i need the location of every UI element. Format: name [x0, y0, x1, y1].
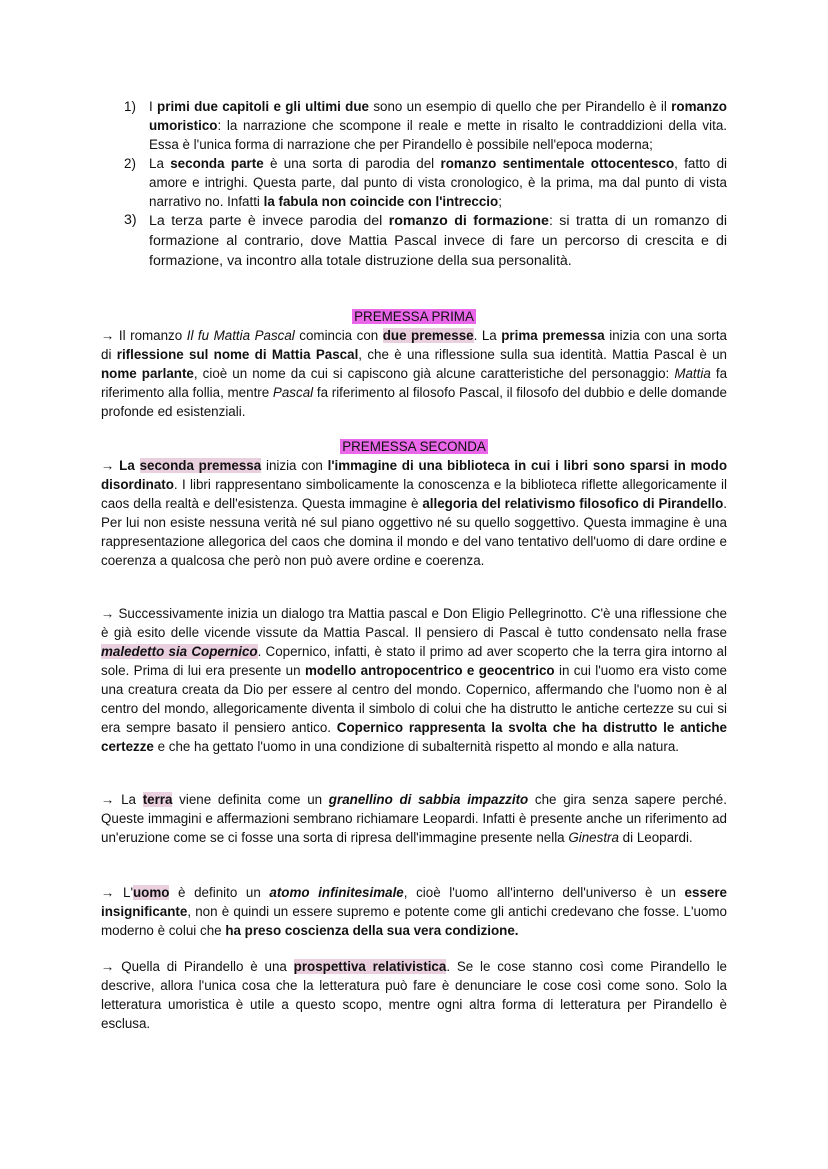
paragraph-prima-premessa [101, 326, 727, 421]
text-run: primi due capitoli e gli ultimi due [157, 99, 369, 114]
text-run: I [149, 99, 158, 114]
text-run: , cioè un nome da cui si capiscono già alcune caratteristiche del personaggio: [193, 366, 675, 381]
list-item-text [149, 99, 727, 152]
list-number: 2) [124, 156, 136, 171]
text-run: fa riferimento al filosofo Pascal, il filosofo del dubbio e delle domande profonde ed esistenziali. [101, 385, 727, 419]
text-run: . Se le cose stanno così come Pirandello le descrive, allora l'unica cosa che la letteratura può fare è denunciare le cose così come sono. Solo la letteratura umoristica è utile a questo scopo, mentre ogni altra forma di letteratura per Pirandello è esclusa. [101, 959, 727, 1031]
text-run: , cioè l'uomo all'interno dell'universo è un [403, 885, 685, 900]
text-run: fa riferimento alla follia, mentre [101, 366, 728, 400]
numbered-list [110, 97, 727, 271]
text-run: Pascal [272, 385, 314, 400]
text-run: Mattia [674, 366, 711, 381]
text-run: , non è quindi un essere supremo e potente come gli antichi credevano che fosse. L'uomo moderno è colui che [101, 904, 727, 938]
text-run: → L' [101, 885, 133, 900]
paragraph-uomo [101, 883, 727, 940]
text-run: → La [101, 792, 143, 807]
text-run: Il fu Mattia Pascal [186, 328, 295, 343]
list-item [110, 97, 727, 154]
text-run: romanzo umoristico [149, 99, 727, 133]
text-run: Copernico rappresenta la svolta che ha distrutto le antiche certezze [101, 720, 727, 754]
text-run: → Successivamente inizia un dialogo tra Mattia pascal e Don Eligio Pellegrinotto. C'è una riflessione che è già esito delle vicende vissute da Mattia Pascal. Il pensiero di Pascal è tutto condensato nella frase [101, 606, 727, 640]
list-item [110, 154, 727, 211]
text-run: maledetto sia Copernico [101, 644, 258, 659]
text-run: seconda premessa [139, 458, 262, 473]
text-run: → Quella di Pirandello è una [101, 959, 294, 974]
text-run: è una sorta di parodia del [263, 156, 441, 171]
text-run: che gira senza sapere perché. Queste immagini e affermazioni sembrano richiamare Leopardi. Infatti è presente anche un riferimento ad un'eruzione come se ci fosse una sorta di ripresa dell'immagine presente nella [101, 792, 727, 845]
paragraph-prospettiva [101, 957, 727, 1033]
text-run: romanzo sentimentale ottocentesco [440, 156, 675, 171]
text-run: prospettiva relativistica [293, 959, 447, 974]
text-run: nome parlante [101, 366, 194, 381]
text-run: granellino di sabbia impazzito [328, 792, 529, 807]
text-run: seconda parte [170, 156, 264, 171]
text-run: La [149, 156, 171, 171]
text-run: terra [142, 792, 173, 807]
text-run: allegoria del relativismo filosofico di Pirandello [422, 496, 724, 511]
text-run: : si tratta di un romanzo di formazione al contrario, dove Mattia Pascal invece di fare un percorso di crescita e di formazione, va incontro alla totale distruzione della sua personalità. [149, 213, 727, 269]
paragraph-terra [101, 790, 727, 847]
list-number: 3) [124, 212, 137, 228]
list-item-text [149, 213, 727, 269]
text-run: . La [473, 328, 502, 343]
text-run: è definito un [169, 885, 270, 900]
text-run: e che ha gettato l'uomo in una condizione di subalternità rispetto al mondo e alla natura. [153, 739, 679, 754]
text-run: inizia con una sorta di [101, 328, 728, 362]
text-run: riflessione sul nome di Mattia Pascal [116, 347, 359, 362]
text-run: prima premessa [501, 328, 605, 343]
text-run: : la narrazione che scompone il reale e mette in risalto le contraddizioni della vita. Essa è l'unica forma di narrazione che per Pirandello è possibile nell'epoca moderna; [149, 118, 727, 152]
text-run: , che è una riflessione sulla sua identità. Mattia Pascal è un [358, 347, 727, 362]
text-run: inizia con [261, 458, 328, 473]
text-run: sono un esempio di quello che per Pirandello è il [369, 99, 672, 114]
text-run: Ginestra [568, 830, 619, 845]
heading-text: PREMESSA PRIMA [354, 309, 474, 324]
text-run: atomo infinitesimale [269, 885, 404, 900]
text-run: due premesse [382, 328, 474, 343]
text-run: ha preso coscienza della sua vera condizione. [225, 923, 519, 938]
text-run: essere insignificante [101, 885, 727, 919]
heading-premessa-prima [101, 307, 727, 326]
text-run: in cui l'uomo era visto come una creatura creata da Dio per essere al centro del mondo. Copernico, affermando che l'uomo non è al centro del mondo, allegoricamente diventa il simbolo di colui che ha distrutto le antiche certezze su cui si era sempre basato il pensiero antico. [101, 663, 727, 735]
list-item-text [149, 156, 727, 209]
text-run: la fabula non coincide con l'intreccio [263, 194, 499, 209]
text-run: . Copernico, infatti, è stato il primo ad aver scoperto che la terra gira intorno al sole. Prima di lui era presente un [101, 644, 727, 678]
text-run: modello antropocentrico e geocentrico [304, 663, 555, 678]
paragraph-copernico [101, 604, 727, 756]
text-run: . Per lui non esiste nessuna verità né sul piano oggettivo né su quello soggettivo. Questa immagine è una rappresentazione allegorica del caos che domina il mondo e del vano tentativo dell'uomo di dare ordine e coerenza a qualcosa che però non può avere ordine e coerenza. [101, 496, 727, 568]
text-run: , fatto di amore e intrighi. Questa parte, dal punto di vista cronologico, è la prima, ma dal punto di vista narrativo no. Infatti [149, 156, 727, 209]
text-run: La terza parte è invece parodia del [149, 213, 389, 229]
text-run: comincia con [294, 328, 383, 343]
heading-premessa-seconda [101, 437, 727, 456]
paragraph-seconda-premessa [101, 456, 727, 570]
list-number: 1) [124, 99, 136, 114]
text-run: → La [101, 458, 140, 473]
text-run: viene definita come un [172, 792, 329, 807]
text-run: ; [498, 194, 502, 209]
heading-text: PREMESSA SECONDA [342, 439, 486, 454]
text-run: uomo [133, 885, 170, 900]
text-run: di Leopardi. [618, 830, 693, 845]
list-item [110, 211, 727, 271]
text-run: . I libri rappresentano simbolicamente la conoscenza e la biblioteca riflette allegoricamente il caos della realtà e dell'esistenza. Questa immagine è [101, 477, 727, 511]
text-run: → Il romanzo [101, 328, 187, 343]
text-run: l'immagine di una biblioteca in cui i libri sono sparsi in modo disordinato [101, 458, 727, 492]
text-run: romanzo di formazione [388, 213, 549, 229]
